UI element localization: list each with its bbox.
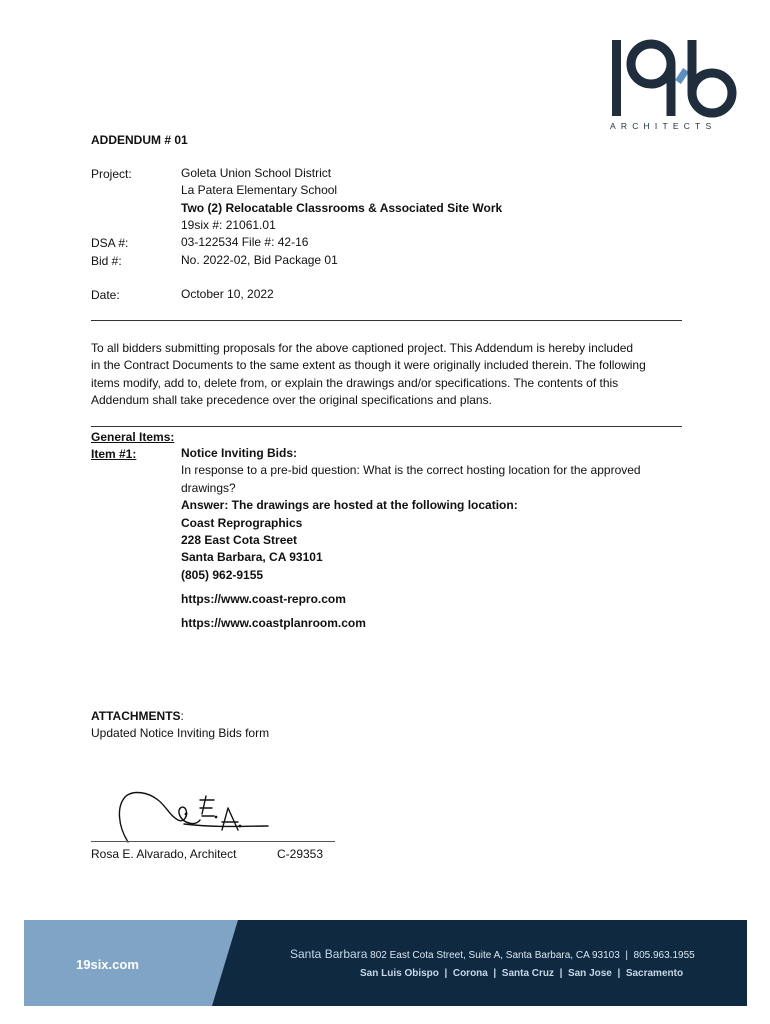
addendum-title: ADDENDUM # 01: [91, 133, 188, 147]
signature-line: [91, 841, 335, 842]
project-details: [181, 165, 502, 234]
link-coast-planroom[interactable]: https://www.coastplanroom.com: [181, 616, 366, 630]
project-title: Two (2) Relocatable Classrooms & Associated Site Work: [181, 200, 503, 215]
answer-phone: (805) 962-9155: [181, 567, 264, 582]
attachments-colon: :: [180, 709, 184, 723]
footer-sep: |: [617, 968, 621, 979]
logo-tagline: ARCHITECTS: [610, 121, 717, 131]
signer-name: Rosa E. Alvarado, Architect: [91, 847, 237, 861]
office: Sacramento: [625, 968, 684, 979]
footer-address-line: [290, 947, 695, 961]
signature-image: [88, 786, 338, 846]
bid-value: No. 2022-02, Bid Package 01: [181, 253, 338, 267]
item-1-body: [181, 445, 681, 584]
footer-sep: |: [493, 968, 497, 979]
school-name: La Patera Elementary School: [181, 183, 338, 198]
general-items-label: General Items:: [91, 430, 175, 444]
dsa-value: 03-122534 File #: 42-16: [181, 235, 309, 249]
question-line: drawings?: [181, 480, 236, 495]
office: Corona: [452, 968, 488, 979]
footer-sep: |: [444, 968, 448, 979]
bid-label: Bid #:: [91, 254, 122, 268]
project-label: Project:: [91, 167, 132, 181]
item-1-label: Item #1:: [91, 447, 137, 461]
item-1-title: Notice Inviting Bids:: [181, 446, 298, 460]
intro-line: To all bidders submitting proposals for the above captioned project. This Addendum is hereby included: [91, 341, 634, 355]
divider: [91, 320, 682, 321]
office: Santa Cruz: [501, 968, 555, 979]
district-name: Goleta Union School District: [181, 166, 332, 180]
footer-offices: [360, 968, 683, 979]
footer-address: 802 East Cota Street, Suite A, Santa Barbara, CA 93103: [370, 950, 620, 961]
divider: [91, 426, 682, 427]
intro-line: items modify, add to, delete from, or explain the drawings and/or specifications. The contents of this: [91, 375, 619, 390]
question-line: In response to a pre-bid question: What is the correct hosting location for the approved: [181, 463, 641, 478]
firm-logo: [606, 36, 740, 132]
footer-banner: [24, 920, 747, 1006]
link-coast-repro[interactable]: https://www.coast-repro.com: [181, 592, 346, 606]
attachments-heading: [91, 709, 184, 723]
answer-street: 228 East Cota Street: [181, 533, 298, 548]
attachment-item: Updated Notice Inviting Bids form: [91, 726, 270, 740]
footer-city: Santa Barbara: [290, 947, 368, 961]
answer-company: Coast Reprographics: [181, 515, 303, 530]
footer-phone: 805.963.1955: [633, 950, 695, 961]
dsa-label: DSA #:: [91, 236, 129, 250]
office: San Jose: [567, 968, 612, 979]
answer-city: Santa Barbara, CA 93101: [181, 550, 323, 565]
answer-line: Answer: The drawings are hosted at the following location:: [181, 498, 518, 513]
footer-website[interactable]: 19six.com: [76, 957, 139, 972]
office: San Luis Obispo: [360, 968, 439, 979]
intro-paragraph: [91, 340, 683, 410]
intro-line: in the Contract Documents to the same extent as though it were originally included therein. The following: [91, 358, 646, 373]
project-number: 19six #: 21061.01: [181, 217, 276, 232]
intro-line: Addendum shall take precedence over the original specifications and plans.: [91, 393, 492, 408]
date-value: October 10, 2022: [181, 287, 274, 301]
license-number: C-29353: [277, 847, 324, 861]
attachments-label: ATTACHMENTS: [91, 709, 181, 723]
logo-mark-icon: [606, 36, 740, 122]
date-label: Date:: [91, 288, 120, 302]
footer-sep: |: [559, 968, 563, 979]
footer-sep: |: [625, 950, 628, 961]
